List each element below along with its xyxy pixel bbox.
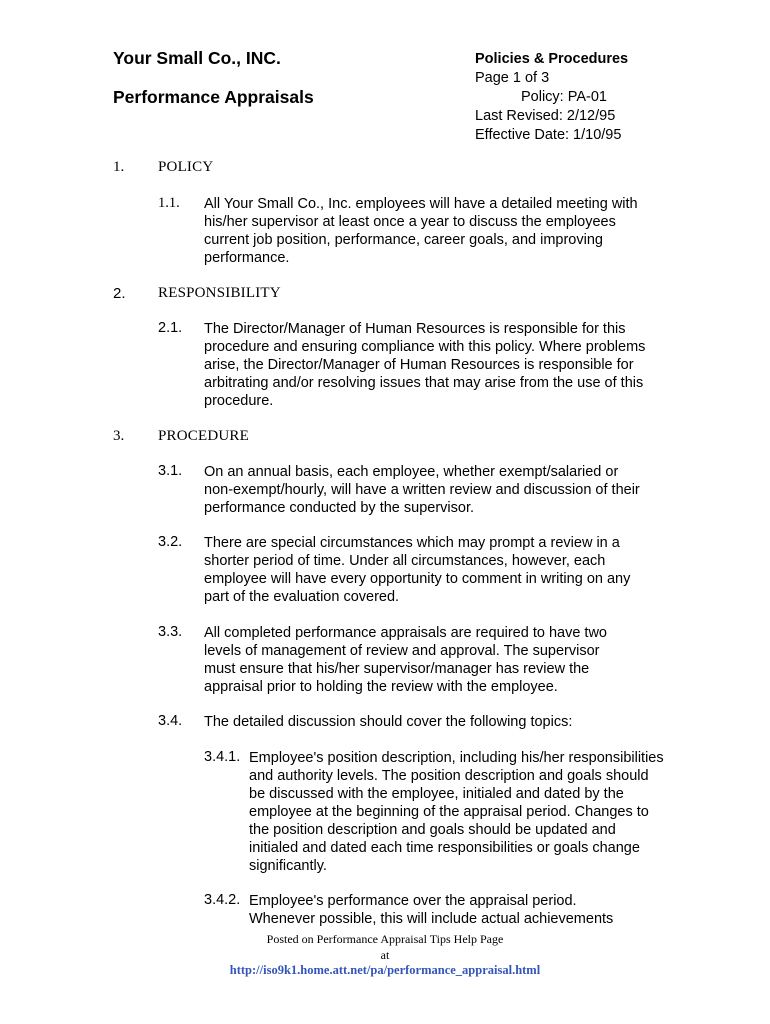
meta-page: Page 1 of 3 xyxy=(475,70,550,86)
item-number: 1.1. xyxy=(158,195,180,211)
item-number: 3.3. xyxy=(158,624,183,640)
subitem-number: 3.4.2. xyxy=(204,892,241,908)
company-name: Your Small Co., INC. xyxy=(113,48,281,68)
meta-effective-date: Effective Date: 1/10/95 xyxy=(475,127,622,143)
item-number: 2.1. xyxy=(158,320,183,336)
section-heading-procedure: PROCEDURE xyxy=(158,428,249,444)
section-number: 2. xyxy=(113,285,126,302)
item-text: The Director/Manager of Human Resources is responsible for this procedure and ensuring compliance with this policy. Where problems arise, the Director/Manager of Human Resources is responsible for arbitrating and/or resolving issues that may arise from the use of this procedure. xyxy=(204,321,646,409)
item-text: All Your Small Co., Inc. employees will have a detailed meeting with his/her supervisor at least once a year to discuss the employees current job position, performance, career goals, and improving performance. xyxy=(204,196,638,266)
item-text: There are special circumstances which may prompt a review in a shorter period of time. Under all circumstances, however, each employee will have every opportunity to comment in writing on any part of the evaluation covered. xyxy=(204,535,631,605)
item-text: On an annual basis, each employee, whether exempt/salaried or non-exempt/hourly, will have a written review and discussion of their performance conducted by the supervisor. xyxy=(204,464,640,516)
document-meta xyxy=(475,50,628,145)
footer-link[interactable]: http://iso9k1.home.att.net/pa/performance_appraisal.html xyxy=(229,963,541,977)
item-number: 3.2. xyxy=(158,534,183,550)
section-heading-policy: POLICY xyxy=(158,159,214,175)
section-heading-responsibility: RESPONSIBILITY xyxy=(158,285,281,301)
subitem-text: Employee's position description, including his/her responsibilities and authority levels. The position description and goals should be discussed with the employee, initialed and dated by the employee at the beginning of the appraisal period. Changes to the position description and goals should be updated and initialed and dated each time responsibilities or goals change significantly. xyxy=(249,750,664,874)
footer-at: at xyxy=(380,948,390,962)
subitem-number: 3.4.1. xyxy=(204,749,241,765)
section-number: 1. xyxy=(113,159,125,175)
meta-section: Policies & Procedures xyxy=(475,51,629,67)
meta-policy: Policy: PA-01 xyxy=(521,89,607,105)
footer-posted-note: Posted on Performance Appraisal Tips Help Page xyxy=(266,932,504,946)
document-title: Performance Appraisals xyxy=(113,87,314,107)
section-number: 3. xyxy=(113,428,125,444)
meta-last-revised: Last Revised: 2/12/95 xyxy=(475,108,616,124)
subitem-text: Employee's performance over the appraisal period. Whenever possible, this will include actual achievements xyxy=(249,893,614,927)
item-text: The detailed discussion should cover the following topics: xyxy=(204,714,573,730)
item-number: 3.4. xyxy=(158,713,183,729)
item-number: 3.1. xyxy=(158,463,183,479)
item-text: All completed performance appraisals are required to have two levels of management of review and approval. The supervisor must ensure that his/her supervisor/manager has review the appraisal prior to holding the review with the employee. xyxy=(204,625,607,695)
